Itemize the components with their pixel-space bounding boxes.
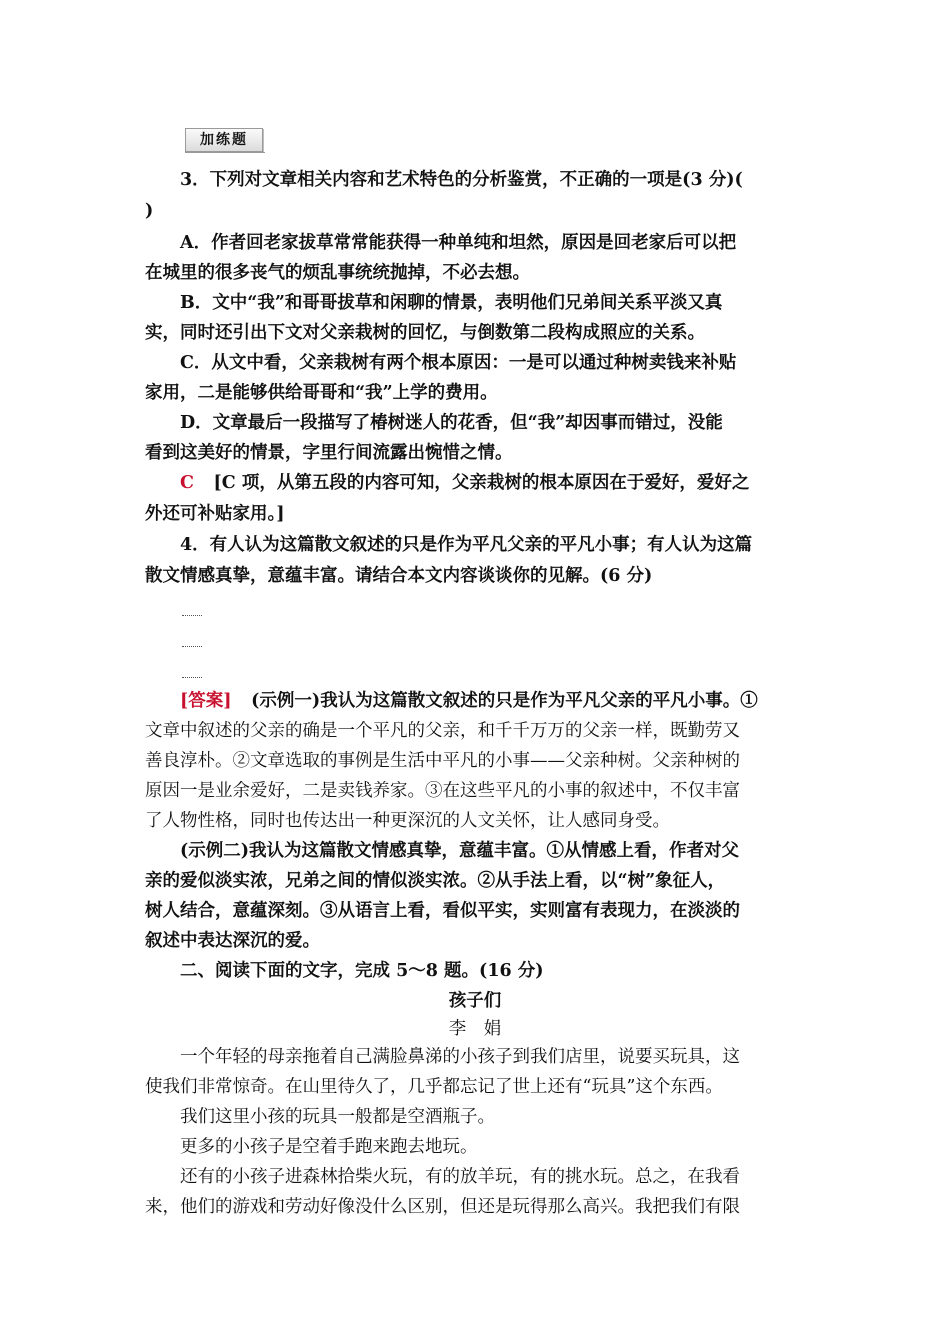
q4-answer-line1 [180, 686, 807, 716]
article-paragraph: 我们这里小孩的玩具一般都是空酒瓶子。 [180, 1107, 495, 1127]
answer-blank-line [182, 614, 202, 616]
q4-example2-line4: 叙述中表达深沉的爱。 [145, 931, 320, 951]
section-heading: 二、阅读下面的文字，完成 5～8 题。(16 分) [180, 961, 544, 981]
article-paragraph: 一个年轻的母亲拖着自己满脸鼻涕的小孩子到我们店里，说要买玩具，这 [180, 1047, 740, 1067]
article-paragraph: 还有的小孩子进森林拾柴火玩，有的放羊玩，有的挑水玩。总之，在我看 [180, 1167, 740, 1187]
q3-option-a-line1: A．作者回老家拔草常常能获得一种单纯和坦然，原因是回老家后可以把 [180, 233, 737, 253]
q3-answer-letter: C [180, 473, 194, 493]
article-paragraph: 使我们非常惊奇。在山里待久了，几乎都忘记了世上还有“玩具”这个东西。 [145, 1077, 723, 1097]
q3-option-c-line2: 家用，二是能够供给哥哥和“我”上学的费用。 [145, 383, 498, 403]
q4-example2-line1: (示例二)我认为这篇散文情感真挚，意蕴丰富。①从情感上看，作者对父 [180, 841, 740, 861]
q4-stem-line1: 4．有人认为这篇散文叙述的只是作为平凡父亲的平凡小事；有人认为这篇 [180, 535, 753, 555]
q4-example2-line2: 亲的爱似淡实浓，兄弟之间的情似淡实浓。②从手法上看，以“树”象征人， [145, 871, 726, 891]
q3-option-a-line2: 在城里的很多丧气的烦乱事统统抛掉，不必去想。 [145, 263, 530, 283]
q4-example2-line3: 树人结合，意蕴深刻。③从语言上看，看似平实，实则富有表现力，在淡淡的 [145, 901, 740, 921]
tag-divider [185, 152, 265, 153]
q3-option-d-line1: D．文章最后一段描写了椿树迷人的花香，但“我”却因事而错过，没能 [180, 413, 723, 433]
article-author: 李 娟 [448, 1019, 502, 1039]
q4-answer-line5: 了人物性格，同时也传达出一种更深沉的人文关怀，让人感同身受。 [145, 811, 670, 831]
q3-answer-line1 [180, 468, 807, 498]
article-paragraph: 来，他们的游戏和劳动好像没什么区别，但还是玩得那么高兴。我把我们有限 [145, 1197, 740, 1217]
q3-stem: 3．下列对文章相关内容和艺术特色的分析鉴赏，不正确的一项是(3 分)( [180, 170, 743, 190]
q3-option-b-line1: B．文中“我”和哥哥拔草和闲聊的情景，表明他们兄弟间关系平淡又真 [180, 293, 723, 313]
answer-blank-line [182, 645, 202, 647]
q3-option-c-line1: C．从文中看，父亲栽树有两个根本原因：一是可以通过种树卖钱来补贴 [180, 353, 737, 373]
q4-answer-line2: 文章中叙述的父亲的确是一个平凡的父亲，和千千万万的父亲一样，既勤劳又 [145, 721, 740, 741]
q4-answer-text: (示例一)我认为这篇散文叙述的只是作为平凡父亲的平凡小事。① [251, 691, 758, 711]
q3-option-b-line2: 实，同时还引出下文对父亲栽树的回忆，与倒数第二段构成照应的关系。 [145, 323, 705, 343]
answer-blank-line [182, 676, 202, 678]
practice-tag: 加练题 [185, 128, 263, 152]
article-paragraph: 更多的小孩子是空着手跑来跑去地玩。 [180, 1137, 478, 1157]
q4-answer-line4: 原因一是业余爱好，二是卖钱养家。③在这些平凡的小事的叙述中，不仅丰富 [145, 781, 740, 801]
q3-option-d-line2: 看到这美好的情景，字里行间流露出惋惜之情。 [145, 443, 513, 463]
q3-answer-line2: 外还可补贴家用。] [145, 504, 285, 524]
q4-stem-line2: 散文情感真挚，意蕴丰富。请结合本文内容谈谈你的见解。(6 分) [145, 566, 653, 586]
article-title: 孩子们 [448, 991, 502, 1011]
q4-answer-line3: 善良淳朴。②文章选取的事例是生活中平凡的小事——父亲种树。父亲种树的 [145, 751, 740, 771]
q3-answer-text: [C 项，从第五段的内容可知，父亲栽树的根本原因在于爱好，爱好之 [213, 473, 750, 493]
q4-answer-tag: [答案] [180, 691, 232, 711]
q3-stem-end: ) [145, 201, 154, 221]
